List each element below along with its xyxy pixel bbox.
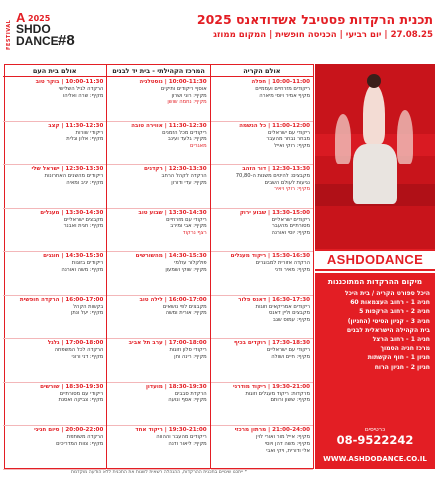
- slot-detail: מקיף: חגית ואבנר: [63, 223, 104, 230]
- slot-detail: מקיף: מאיר ודני: [274, 266, 310, 273]
- schedule-slot: [107, 209, 209, 253]
- slot-detail: מקיף: חיים ושולה: [271, 353, 310, 360]
- slot-time: 11:30-12:30 | אווירה טובה: [131, 122, 207, 129]
- slot-detail: הרקדה לכל המשפחה: [54, 347, 104, 354]
- column-header: אולם הקריה: [211, 65, 313, 77]
- venue-item: היכל ספורט הקריה / בית היכל: [344, 290, 430, 297]
- slot-detail: ריקודי עם מזרחיים: [166, 216, 207, 223]
- slot-time: 17:30-18:30 | רוקדים בכיף: [233, 340, 310, 347]
- schedule-slot: [3, 209, 106, 253]
- schedule-slot: [3, 165, 106, 209]
- slot-detail: מקיף: יעל ונתן: [70, 310, 104, 317]
- venues-title: מיקום ההרקדות המתוכננות: [327, 277, 423, 286]
- slot-detail: הרקדת סבבים: [174, 390, 207, 397]
- schedule-slot: [3, 252, 106, 296]
- tickets-label: כרטיסים: [364, 427, 386, 433]
- slot-time: 16:30-17:30 | דאנס פלור: [238, 296, 310, 303]
- schedule-slot: [107, 122, 209, 166]
- slot-time: 14:30-15:30 | מהשורשים: [135, 253, 207, 260]
- slot-time: 11:30-12:30 | קצב: [48, 122, 104, 129]
- schedule-slot: [211, 252, 313, 296]
- slot-detail: הרקדה משותפת: [66, 434, 104, 441]
- logo-a: A: [16, 10, 26, 25]
- page-title: תכנית הרקדות פסטיבל אשדודאנס 2025: [196, 12, 433, 27]
- slot-detail: מקיף: אייל מור ואורי לוין: [256, 434, 310, 441]
- website-link[interactable]: WWW.ASHDODANCE.CO.IL: [323, 455, 427, 463]
- slot-detail: מקיף: אבי ומירב: [170, 223, 207, 230]
- slot-instructor: רצף נרקוד: [182, 229, 207, 236]
- slot-detail: מקבצים לפי נושאים: [162, 303, 207, 310]
- slot-detail: מקיף: דני ורוני: [71, 353, 104, 360]
- slot-instructor: מאגרים: [190, 142, 207, 149]
- schedule-column: [3, 65, 106, 468]
- slot-detail: ריקודים ישראליים: [271, 216, 310, 223]
- schedule-slot: [107, 426, 209, 470]
- slot-time: 11:00-12:00 | כל הנשמה: [239, 122, 310, 129]
- slot-time: 17:00-18:00 | גלגל: [47, 340, 104, 347]
- slot-detail: אלי ודורית, ויקי ואבי: [266, 447, 310, 454]
- slot-time: 20:00-22:00 | סיום חגיגי: [34, 427, 104, 434]
- slot-detail: ריקודי עם ישראליים: [266, 347, 310, 354]
- slot-detail: ריקודים מכל הזמנים: [162, 129, 207, 136]
- slot-detail: מקיף: רוני ושרון: [171, 92, 207, 99]
- slot-time: 12:30-13:30 | רקדנים: [143, 166, 207, 173]
- slot-detail: הרקדה לקהל הרחב: [161, 173, 207, 180]
- slot-detail: מקיף: אסף ונועה: [168, 397, 207, 404]
- slot-detail: הרקדה אזורית למבוגרים: [255, 260, 310, 267]
- schedule-slot: [211, 339, 313, 383]
- slot-detail: מקיף: ששון ורותם: [270, 397, 310, 404]
- slot-time: 12:30-13:30 | ישראל שלי: [31, 166, 104, 173]
- venue-item: חניון 2 - חניון הרוח: [374, 363, 430, 371]
- tickets-block: [315, 426, 435, 447]
- footer-note: * ייתכנו שינויים בתכנית ההרקדות, ההנהלה רשאית לשנות את התכנית ללא הודעה מוקדמת: [70, 470, 247, 475]
- logo-year: 2025: [28, 14, 51, 23]
- slot-detail: מסורתיים מהעבר: [271, 223, 310, 230]
- slot-detail: מקיף: שרה ואליהו: [62, 92, 104, 99]
- slot-detail: מקיף: צוות המדריכים: [56, 441, 104, 448]
- logo-number: #8: [58, 32, 75, 49]
- schedule-column: [106, 65, 209, 468]
- venues-panel: [315, 273, 435, 469]
- slot-time: 19:30-21:00 | ריקוד מודרני: [233, 383, 310, 390]
- slot-detail: מקיף: משה ואורנה: [61, 266, 104, 273]
- slot-time: 12:30-13:30 | דור הזהב: [242, 166, 310, 173]
- slot-time: 17:00-18:00 | ערב תל אביב: [128, 340, 207, 347]
- schedule-slot: [3, 339, 106, 383]
- venue-item: חניון 1 - חוף הקשתות: [367, 354, 430, 362]
- slot-detail: ריקודי שורות: [75, 129, 104, 136]
- side-panel: [315, 64, 435, 469]
- schedule-slot: [211, 165, 313, 209]
- slot-detail: מקיף: אורית ומשה: [165, 310, 207, 317]
- slot-detail: מקבצים: להיטים משנות ה-70,80: [235, 173, 310, 180]
- slot-detail: מקיף: עדי ודורון: [171, 179, 207, 186]
- slot-detail: מקיף: רינה וחן: [174, 353, 207, 360]
- venue-item: מרכז חניה הסמוך: [380, 345, 430, 353]
- slot-time: 14:30-15:30 | חוגגים: [43, 253, 104, 260]
- slot-detail: מקיף: יניב ומאיה: [66, 179, 104, 186]
- slot-detail: ריקודים מהשנים האחרונות: [44, 173, 104, 180]
- slot-detail: בקשות הקהל: [73, 303, 104, 310]
- schedule-slot: [3, 78, 106, 122]
- slot-time: 19:30-21:00 | ריקוד אחד: [135, 427, 207, 434]
- schedule-slot: [107, 339, 209, 383]
- slot-detail: מקיף: צביקה ואסנת: [58, 397, 104, 404]
- schedule-slot: [3, 383, 106, 427]
- venue-item: חניה 3 - קניון הסיטי (החניון): [347, 317, 430, 325]
- slot-time: 13:30-14:30 | מעגלים: [40, 209, 104, 216]
- schedule-slot: [3, 426, 106, 470]
- slot-detail: מבחר נבחר מהעבר: [266, 136, 310, 143]
- slot-detail: ריקודים אמריקאים וזוגות: [255, 303, 310, 310]
- slot-detail: מקיף: משה דהן ויוסי: [264, 441, 310, 448]
- schedule-slot: [3, 296, 106, 340]
- venue-item: חניה 1 - רחוב העצמאות 60: [350, 299, 430, 307]
- schedule-grid: [4, 64, 314, 469]
- schedule-slot: [107, 383, 209, 427]
- venue-item: חניה 2 - רחוב הרקפות 5: [359, 308, 430, 316]
- column-header: המרכז הקהילתי - בית יד לבנים: [107, 65, 209, 77]
- slot-detail: פולקלור עולמי: [174, 260, 207, 267]
- slot-detail: ריקודי עם ישראלים: [268, 129, 310, 136]
- slot-detail: מקיף אמיר ויוסי מיארה: [259, 92, 310, 99]
- slot-detail: הרקדה לגיל השלישי: [58, 86, 104, 92]
- slot-time: 13:30-14:30 | שבוע טוב: [138, 209, 207, 216]
- slot-detail: ריקודי סלון וזוגות: [169, 347, 207, 354]
- schedule-column: [210, 65, 313, 468]
- logo-dance: DANCE: [16, 34, 59, 48]
- slot-detail: מקיף: יוסי ואורנה: [271, 229, 310, 236]
- slot-time: 16:00-17:00 | הרקדה חופשית: [19, 296, 104, 303]
- slot-time: 10:00-11:30 | בוקר טוב: [35, 79, 104, 85]
- venue-list: [320, 289, 430, 372]
- slot-detail: מקיף: רוקי ואייל: [273, 142, 310, 149]
- venue-item: חניה 1 - רחוב הרצל: [372, 336, 430, 344]
- schedule-slot: [107, 78, 209, 122]
- slot-detail: מקיף: עמוס שגב: [272, 316, 310, 323]
- slot-time: 16:00-17:00 | לילה טוב: [139, 296, 207, 303]
- slot-time: 21:00-24:00 | מרתון מרכזי: [234, 427, 310, 434]
- slot-detail: מקבצים ישראליים: [63, 216, 104, 223]
- schedule-slot: [107, 165, 209, 209]
- dancers-photo: [315, 64, 435, 249]
- brand-banner: ASHDODANCE: [315, 249, 435, 271]
- schedule-slot: [107, 252, 209, 296]
- schedule-slot: [211, 78, 313, 122]
- slot-detail: מקיף: שוקי ושמעון: [165, 266, 207, 273]
- slot-detail: מקיף: גלעד ועינב: [167, 136, 207, 143]
- slot-detail: מקבצים וליין דאנס: [268, 310, 310, 317]
- schedule-slot: [211, 122, 313, 166]
- slot-time: 18:30-19:30 | מועדון: [145, 383, 207, 390]
- logo-shdo: SHDO: [16, 22, 51, 36]
- logo-festival-text: FESTIVAL: [6, 19, 12, 50]
- slot-time: 15:30-16:30 | ריקוד מעגלים: [230, 253, 310, 260]
- slot-detail: נגיעות לעולם השבים: [264, 179, 310, 186]
- slot-detail: מקיף: אלון וגלית: [66, 136, 104, 143]
- schedule-slot: [211, 383, 313, 427]
- schedule-slot: [211, 296, 313, 340]
- slot-detail: ריקודים מהעבר וההווה: [156, 434, 207, 441]
- slot-time: 10:00-11:30 | נוסטלגיה: [139, 79, 207, 85]
- schedule-slot: [211, 209, 313, 253]
- event-details: 27.08.25 | יום רביעי | הכניסה חופשית | המקום ממוזג: [213, 30, 433, 40]
- slot-time: 10:00-11:00 | חפלה: [251, 79, 310, 85]
- schedule-slot: [211, 426, 313, 470]
- slot-time: 18:30-19:30 | שורשים: [40, 383, 104, 390]
- slot-instructor: מקיף: רוקי ויאיר: [273, 186, 310, 193]
- slot-time: 13:30-15:00 | שבוע ירוק: [239, 209, 310, 216]
- phone-number[interactable]: 08-9522242: [336, 433, 414, 447]
- slot-detail: ריקודי עם מסורתיים: [59, 390, 104, 397]
- slot-detail: ריקודים מזרחיים ועממיים: [255, 86, 310, 92]
- logo-wordmark: [16, 23, 59, 47]
- slot-instructor: מקיף: נחמה שושן: [167, 99, 207, 106]
- festival-logo: [6, 8, 96, 54]
- column-header: אולם בית העם: [3, 65, 106, 77]
- venue-item: בית הקהילה הישראלית לבנים: [346, 326, 430, 334]
- slot-detail: מקיף: ליאור ודנה: [168, 441, 207, 448]
- schedule-slot: [107, 296, 209, 340]
- slot-detail: ריקודים בזוגות: [71, 260, 104, 267]
- schedule-slot: [3, 122, 106, 166]
- slot-detail: מרקדות: ריקוד מעגלים וזוגות: [245, 390, 310, 397]
- slot-detail: אוסף ריקודים ותיקים: [160, 86, 207, 92]
